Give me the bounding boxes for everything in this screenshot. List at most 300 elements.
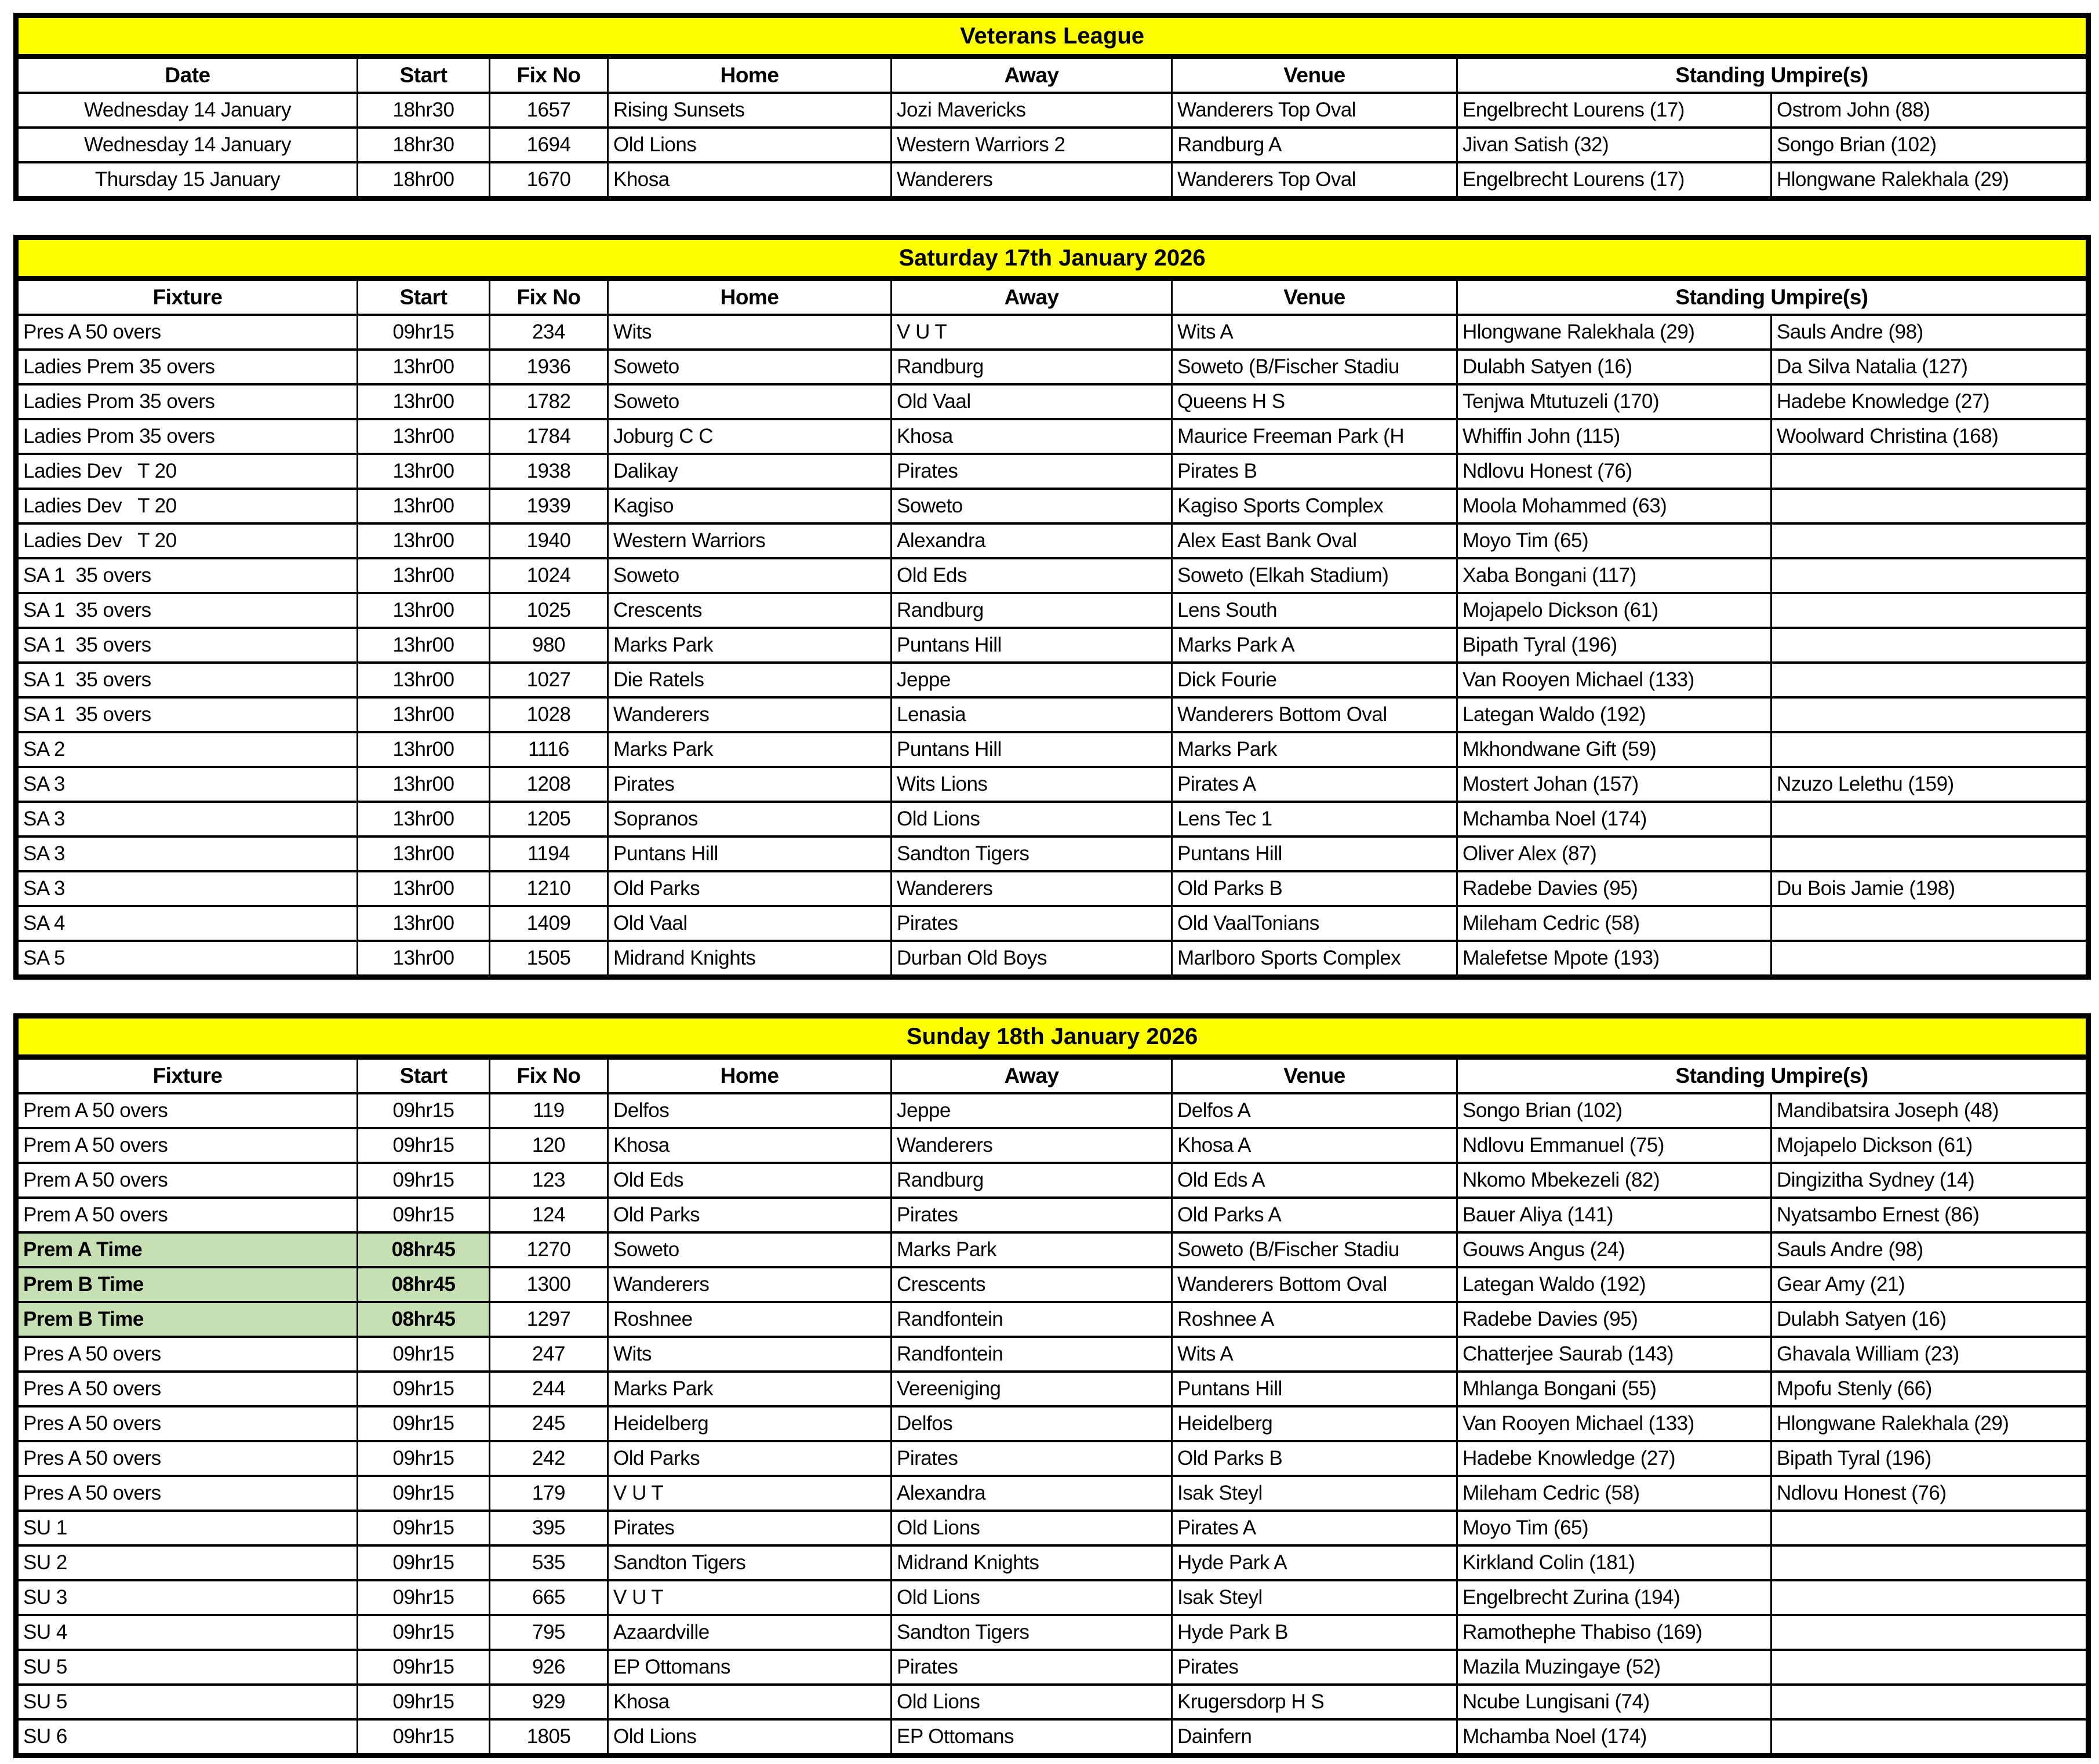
home-cell: Wanderers xyxy=(608,1267,892,1302)
fixture-row xyxy=(16,384,2089,419)
home-cell: Roshnee xyxy=(608,1302,892,1337)
umpire-2-cell xyxy=(1771,697,2089,732)
umpire-1-cell: Radebe Davies (95) xyxy=(1457,871,1771,906)
umpire-2-cell xyxy=(1771,906,2089,941)
home-cell: Soweto xyxy=(608,558,892,593)
start-cell: 18hr30 xyxy=(358,128,490,162)
home-cell: V U T xyxy=(608,1476,892,1511)
start-cell: 09hr15 xyxy=(358,1441,490,1476)
fixture-cell: SU 3 xyxy=(16,1580,358,1615)
fixture-row xyxy=(16,558,2089,593)
fix-no-cell: 1210 xyxy=(490,871,608,906)
fix-no-cell: 247 xyxy=(490,1337,608,1372)
fixture-row xyxy=(16,1406,2089,1441)
umpire-2-cell xyxy=(1771,1615,2089,1650)
start-cell: 09hr15 xyxy=(358,1372,490,1406)
column-header-standing-umpires: Standing Umpire(s) xyxy=(1457,1057,2089,1094)
away-cell: Jeppe xyxy=(892,1093,1172,1128)
home-cell: Sandton Tigers xyxy=(608,1545,892,1580)
column-header-start: Start xyxy=(358,279,490,315)
fix-no-cell: 179 xyxy=(490,1476,608,1511)
fixture-row xyxy=(16,1093,2089,1128)
home-cell: Heidelberg xyxy=(608,1406,892,1441)
fixture-row xyxy=(16,593,2089,628)
fix-no-cell: 795 xyxy=(490,1615,608,1650)
fix-no-cell: 1805 xyxy=(490,1719,608,1756)
fixture-row xyxy=(16,697,2089,732)
fixture-cell: Pres A 50 overs xyxy=(16,1372,358,1406)
venue-cell: Alex East Bank Oval xyxy=(1172,523,1457,558)
venue-cell: Wanderers Bottom Oval xyxy=(1172,1267,1457,1302)
start-cell: 13hr00 xyxy=(358,419,490,454)
umpire-2-cell: Du Bois Jamie (198) xyxy=(1771,871,2089,906)
umpire-1-cell: Van Rooyen Michael (133) xyxy=(1457,1406,1771,1441)
fixture-cell: Ladies Dev T 20 xyxy=(16,454,358,489)
venue-cell: Old Parks A xyxy=(1172,1198,1457,1232)
venue-cell: Pirates xyxy=(1172,1650,1457,1685)
start-cell: 09hr15 xyxy=(358,1093,490,1128)
fixture-cell: SU 2 xyxy=(16,1545,358,1580)
table-title-row xyxy=(16,16,2089,57)
fix-no-cell: 120 xyxy=(490,1128,608,1163)
column-header-home: Home xyxy=(608,279,892,315)
venue-cell: Delfos A xyxy=(1172,1093,1457,1128)
umpire-1-cell: Moyo Tim (65) xyxy=(1457,1511,1771,1545)
fix-no-cell: 1025 xyxy=(490,593,608,628)
start-cell: 13hr00 xyxy=(358,454,490,489)
umpire-2-cell xyxy=(1771,523,2089,558)
venue-cell: Dainfern xyxy=(1172,1719,1457,1756)
fixture-row xyxy=(16,1580,2089,1615)
fixture-cell: Pres A 50 overs xyxy=(16,1406,358,1441)
away-cell: Wanderers xyxy=(892,162,1172,199)
fix-no-cell: 1782 xyxy=(490,384,608,419)
fix-no-cell: 1409 xyxy=(490,906,608,941)
fixture-cell: Ladies Dev T 20 xyxy=(16,523,358,558)
fix-no-cell: 245 xyxy=(490,1406,608,1441)
venue-cell: Hyde Park A xyxy=(1172,1545,1457,1580)
umpire-1-cell: Radebe Davies (95) xyxy=(1457,1302,1771,1337)
fixture-row xyxy=(16,663,2089,697)
fixture-cell: Pres A 50 overs xyxy=(16,1337,358,1372)
umpire-1-cell: Moola Mohammed (63) xyxy=(1457,489,1771,523)
start-cell: 13hr00 xyxy=(358,523,490,558)
start-cell: 13hr00 xyxy=(358,628,490,663)
away-cell: Wanderers xyxy=(892,871,1172,906)
home-cell: Dalikay xyxy=(608,454,892,489)
start-cell: 09hr15 xyxy=(358,1128,490,1163)
umpire-1-cell: Mchamba Noel (174) xyxy=(1457,1719,1771,1756)
home-cell: Old Vaal xyxy=(608,906,892,941)
umpire-2-cell: Dingizitha Sydney (14) xyxy=(1771,1163,2089,1198)
umpire-2-cell: Ndlovu Honest (76) xyxy=(1771,1476,2089,1511)
venue-cell: Marks Park A xyxy=(1172,628,1457,663)
umpire-2-cell: Mpofu Stenly (66) xyxy=(1771,1372,2089,1406)
start-cell: 09hr15 xyxy=(358,1545,490,1580)
column-header-standing-umpires: Standing Umpire(s) xyxy=(1457,57,2089,93)
umpire-2-cell: Ghavala William (23) xyxy=(1771,1337,2089,1372)
home-cell: Midrand Knights xyxy=(608,941,892,977)
start-cell: 09hr15 xyxy=(358,1406,490,1441)
home-cell: EP Ottomans xyxy=(608,1650,892,1685)
fixture-cell: SU 4 xyxy=(16,1615,358,1650)
fixture-row xyxy=(16,128,2089,162)
fixture-row xyxy=(16,1337,2089,1372)
umpire-1-cell: Gouws Angus (24) xyxy=(1457,1232,1771,1267)
venue-cell: Old Eds A xyxy=(1172,1163,1457,1198)
fixture-cell: Prem A 50 overs xyxy=(16,1163,358,1198)
umpire-2-cell xyxy=(1771,941,2089,977)
umpire-1-cell: Dulabh Satyen (16) xyxy=(1457,350,1771,384)
home-cell: Western Warriors xyxy=(608,523,892,558)
home-cell: Soweto xyxy=(608,384,892,419)
fix-no-cell: 1116 xyxy=(490,732,608,767)
fix-no-cell: 535 xyxy=(490,1545,608,1580)
umpire-1-cell: Engelbrecht Lourens (17) xyxy=(1457,93,1771,128)
home-cell: Wanderers xyxy=(608,697,892,732)
venue-cell: Soweto (B/Fischer Stadiu xyxy=(1172,1232,1457,1267)
column-header-fixture: Fixture xyxy=(16,1057,358,1094)
fixture-cell: Pres A 50 overs xyxy=(16,1441,358,1476)
fixture-cell: SA 3 xyxy=(16,871,358,906)
start-cell: 13hr00 xyxy=(358,836,490,871)
away-cell: Midrand Knights xyxy=(892,1545,1172,1580)
venue-cell: Soweto (B/Fischer Stadiu xyxy=(1172,350,1457,384)
start-cell: 13hr00 xyxy=(358,663,490,697)
fixture-cell: SA 1 35 overs xyxy=(16,663,358,697)
fixture-row xyxy=(16,871,2089,906)
home-cell: Khosa xyxy=(608,162,892,199)
fixture-row xyxy=(16,162,2089,199)
away-cell: Randfontein xyxy=(892,1337,1172,1372)
fixture-row xyxy=(16,767,2089,802)
start-cell: 13hr00 xyxy=(358,489,490,523)
away-cell: Western Warriors 2 xyxy=(892,128,1172,162)
umpire-2-cell: Ostrom John (88) xyxy=(1771,93,2089,128)
fix-no-cell: 980 xyxy=(490,628,608,663)
fixture-row xyxy=(16,1476,2089,1511)
umpire-1-cell: Mchamba Noel (174) xyxy=(1457,802,1771,836)
umpire-2-cell xyxy=(1771,1511,2089,1545)
start-cell: 09hr15 xyxy=(358,1580,490,1615)
column-header-fix-no: Fix No xyxy=(490,57,608,93)
fixture-row xyxy=(16,1232,2089,1267)
umpire-1-cell: Lategan Waldo (192) xyxy=(1457,697,1771,732)
venue-cell: Lens South xyxy=(1172,593,1457,628)
start-cell: 09hr15 xyxy=(358,315,490,350)
table-title-row xyxy=(16,1016,2089,1057)
away-cell: Marks Park xyxy=(892,1232,1172,1267)
umpire-2-cell: Nzuzo Lelethu (159) xyxy=(1771,767,2089,802)
home-cell: Soweto xyxy=(608,1232,892,1267)
column-header-row xyxy=(16,1057,2089,1094)
venue-cell: Dick Fourie xyxy=(1172,663,1457,697)
fixture-cell: SA 2 xyxy=(16,732,358,767)
table-body xyxy=(16,93,2089,199)
away-cell: Pirates xyxy=(892,1198,1172,1232)
fixture-row xyxy=(16,1441,2089,1476)
umpire-2-cell xyxy=(1771,1685,2089,1719)
umpire-1-cell: Kirkland Colin (181) xyxy=(1457,1545,1771,1580)
fix-no-cell: 1670 xyxy=(490,162,608,199)
venue-cell: Maurice Freeman Park (H xyxy=(1172,419,1457,454)
fixture-cell: SA 1 35 overs xyxy=(16,593,358,628)
umpire-2-cell: Hlongwane Ralekhala (29) xyxy=(1771,162,2089,199)
fix-no-cell: 1939 xyxy=(490,489,608,523)
fixture-row xyxy=(16,802,2089,836)
umpire-1-cell: Oliver Alex (87) xyxy=(1457,836,1771,871)
column-header-start: Start xyxy=(358,1057,490,1094)
fixture-cell: SA 3 xyxy=(16,836,358,871)
fixture-cell: Pres A 50 overs xyxy=(16,315,358,350)
home-cell: Pirates xyxy=(608,1511,892,1545)
umpire-1-cell: Mostert Johan (157) xyxy=(1457,767,1771,802)
umpire-2-cell: Hlongwane Ralekhala (29) xyxy=(1771,1406,2089,1441)
start-cell: 18hr00 xyxy=(358,162,490,199)
fix-no-cell: 244 xyxy=(490,1372,608,1406)
column-header-standing-umpires: Standing Umpire(s) xyxy=(1457,279,2089,315)
venue-cell: Wits A xyxy=(1172,315,1457,350)
home-cell: Delfos xyxy=(608,1093,892,1128)
umpire-1-cell: Songo Brian (102) xyxy=(1457,1093,1771,1128)
start-cell: 13hr00 xyxy=(358,593,490,628)
venue-cell: Wanderers Top Oval xyxy=(1172,162,1457,199)
fixture-row xyxy=(16,489,2089,523)
fixture-cell: SA 3 xyxy=(16,767,358,802)
fixture-cell: SA 1 35 overs xyxy=(16,558,358,593)
fixture-cell: SA 1 35 overs xyxy=(16,628,358,663)
home-cell: Khosa xyxy=(608,1685,892,1719)
fixture-row xyxy=(16,1719,2089,1756)
fixture-row xyxy=(16,1302,2089,1337)
date-cell: Wednesday 14 January xyxy=(16,128,358,162)
umpire-1-cell: Ndlovu Emmanuel (75) xyxy=(1457,1128,1771,1163)
start-cell: 13hr00 xyxy=(358,871,490,906)
away-cell: EP Ottomans xyxy=(892,1719,1172,1756)
away-cell: Pirates xyxy=(892,906,1172,941)
start-cell: 18hr30 xyxy=(358,93,490,128)
column-header-home: Home xyxy=(608,1057,892,1094)
fixture-cell: SU 5 xyxy=(16,1685,358,1719)
start-cell: 13hr00 xyxy=(358,802,490,836)
away-cell: Soweto xyxy=(892,489,1172,523)
fixture-cell: SA 4 xyxy=(16,906,358,941)
home-cell: Marks Park xyxy=(608,732,892,767)
fixture-cell: Prem A 50 overs xyxy=(16,1198,358,1232)
start-cell: 09hr15 xyxy=(358,1615,490,1650)
start-cell: 09hr15 xyxy=(358,1476,490,1511)
away-cell: Sandton Tigers xyxy=(892,1615,1172,1650)
venue-cell: Marlboro Sports Complex xyxy=(1172,941,1457,977)
venue-cell: Puntans Hill xyxy=(1172,1372,1457,1406)
away-cell: Sandton Tigers xyxy=(892,836,1172,871)
fixture-row xyxy=(16,350,2089,384)
umpire-2-cell: Dulabh Satyen (16) xyxy=(1771,1302,2089,1337)
umpire-2-cell xyxy=(1771,1650,2089,1685)
fixture-cell: SU 6 xyxy=(16,1719,358,1756)
fix-no-cell: 1657 xyxy=(490,93,608,128)
venue-cell: Randburg A xyxy=(1172,128,1457,162)
fix-no-cell: 1028 xyxy=(490,697,608,732)
away-cell: Durban Old Boys xyxy=(892,941,1172,977)
start-cell: 09hr15 xyxy=(358,1198,490,1232)
date-cell: Wednesday 14 January xyxy=(16,93,358,128)
venue-cell: Queens H S xyxy=(1172,384,1457,419)
table-title: Saturday 17th January 2026 xyxy=(16,238,2089,279)
umpire-2-cell xyxy=(1771,593,2089,628)
home-cell: Crescents xyxy=(608,593,892,628)
away-cell: Randfontein xyxy=(892,1302,1172,1337)
fixture-row xyxy=(16,1511,2089,1545)
umpire-1-cell: Hadebe Knowledge (27) xyxy=(1457,1441,1771,1476)
fix-no-cell: 1940 xyxy=(490,523,608,558)
away-cell: Old Eds xyxy=(892,558,1172,593)
fix-no-cell: 1938 xyxy=(490,454,608,489)
umpire-2-cell: Sauls Andre (98) xyxy=(1771,315,2089,350)
umpire-2-cell xyxy=(1771,628,2089,663)
venue-cell: Lens Tec 1 xyxy=(1172,802,1457,836)
umpire-2-cell xyxy=(1771,489,2089,523)
date-cell: Thursday 15 January xyxy=(16,162,358,199)
fixture-cell: Ladies Prom 35 overs xyxy=(16,419,358,454)
away-cell: Pirates xyxy=(892,1650,1172,1685)
fix-no-cell: 1205 xyxy=(490,802,608,836)
home-cell: Puntans Hill xyxy=(608,836,892,871)
umpire-2-cell xyxy=(1771,1580,2089,1615)
column-header-venue: Venue xyxy=(1172,279,1457,315)
fixture-cell: SA 5 xyxy=(16,941,358,977)
venue-cell: Pirates B xyxy=(1172,454,1457,489)
umpire-2-cell: Gear Amy (21) xyxy=(1771,1267,2089,1302)
fixture-row xyxy=(16,1267,2089,1302)
fixture-row xyxy=(16,523,2089,558)
umpire-1-cell: Engelbrecht Zurina (194) xyxy=(1457,1580,1771,1615)
fixture-row xyxy=(16,1372,2089,1406)
venue-cell: Heidelberg xyxy=(1172,1406,1457,1441)
column-header-start: Start xyxy=(358,57,490,93)
venue-cell: Marks Park xyxy=(1172,732,1457,767)
fixture-cell: Pres A 50 overs xyxy=(16,1476,358,1511)
column-header-fixture: Fixture xyxy=(16,279,358,315)
venue-cell: Soweto (Elkah Stadium) xyxy=(1172,558,1457,593)
umpire-2-cell: Mandibatsira Joseph (48) xyxy=(1771,1093,2089,1128)
umpire-1-cell: Mhlanga Bongani (55) xyxy=(1457,1372,1771,1406)
umpire-1-cell: Tenjwa Mtutuzeli (170) xyxy=(1457,384,1771,419)
umpire-2-cell: Sauls Andre (98) xyxy=(1771,1232,2089,1267)
venue-cell: Old Parks B xyxy=(1172,871,1457,906)
column-header-home: Home xyxy=(608,57,892,93)
fixture-row xyxy=(16,1198,2089,1232)
column-header-row xyxy=(16,279,2089,315)
venue-cell: Hyde Park B xyxy=(1172,1615,1457,1650)
start-cell: 08hr45 xyxy=(358,1267,490,1302)
home-cell: Khosa xyxy=(608,1128,892,1163)
venue-cell: Old VaalTonians xyxy=(1172,906,1457,941)
fix-no-cell: 1694 xyxy=(490,128,608,162)
fixture-row xyxy=(16,906,2089,941)
umpire-2-cell xyxy=(1771,836,2089,871)
column-header-away: Away xyxy=(892,57,1172,93)
venue-cell: Khosa A xyxy=(1172,1128,1457,1163)
start-cell: 13hr00 xyxy=(358,906,490,941)
column-header-fix-no: Fix No xyxy=(490,1057,608,1094)
start-cell: 09hr15 xyxy=(358,1685,490,1719)
home-cell: Marks Park xyxy=(608,1372,892,1406)
fixture-row xyxy=(16,419,2089,454)
away-cell: Old Lions xyxy=(892,1580,1172,1615)
venue-cell: Wits A xyxy=(1172,1337,1457,1372)
away-cell: Lenasia xyxy=(892,697,1172,732)
away-cell: V U T xyxy=(892,315,1172,350)
umpire-1-cell: Whiffin John (115) xyxy=(1457,419,1771,454)
umpire-1-cell: Ndlovu Honest (76) xyxy=(1457,454,1771,489)
fixture-cell: Prem A Time xyxy=(16,1232,358,1267)
venue-cell: Isak Steyl xyxy=(1172,1580,1457,1615)
umpire-2-cell: Bipath Tyral (196) xyxy=(1771,1441,2089,1476)
fix-no-cell: 1270 xyxy=(490,1232,608,1267)
away-cell: Khosa xyxy=(892,419,1172,454)
fix-no-cell: 929 xyxy=(490,1685,608,1719)
umpire-1-cell: Ncube Lungisani (74) xyxy=(1457,1685,1771,1719)
home-cell: Old Lions xyxy=(608,1719,892,1756)
away-cell: Jozi Mavericks xyxy=(892,93,1172,128)
umpire-2-cell xyxy=(1771,1545,2089,1580)
fixture-row xyxy=(16,628,2089,663)
fix-no-cell: 119 xyxy=(490,1093,608,1128)
start-cell: 08hr45 xyxy=(358,1302,490,1337)
fix-no-cell: 1194 xyxy=(490,836,608,871)
fixture-row xyxy=(16,1163,2089,1198)
away-cell: Old Vaal xyxy=(892,384,1172,419)
home-cell: Old Parks xyxy=(608,1441,892,1476)
umpire-1-cell: Nkomo Mbekezeli (82) xyxy=(1457,1163,1771,1198)
home-cell: Old Eds xyxy=(608,1163,892,1198)
umpire-1-cell: Ramothephe Thabiso (169) xyxy=(1457,1615,1771,1650)
home-cell: Kagiso xyxy=(608,489,892,523)
fix-no-cell: 1208 xyxy=(490,767,608,802)
away-cell: Alexandra xyxy=(892,523,1172,558)
fixture-cell: SA 1 35 overs xyxy=(16,697,358,732)
away-cell: Old Lions xyxy=(892,1685,1172,1719)
column-header-venue: Venue xyxy=(1172,57,1457,93)
fixture-cell: Ladies Dev T 20 xyxy=(16,489,358,523)
umpire-2-cell xyxy=(1771,732,2089,767)
home-cell: Wits xyxy=(608,1337,892,1372)
home-cell: Pirates xyxy=(608,767,892,802)
home-cell: Die Ratels xyxy=(608,663,892,697)
fix-no-cell: 665 xyxy=(490,1580,608,1615)
home-cell: Joburg C C xyxy=(608,419,892,454)
column-header-row xyxy=(16,57,2089,93)
table-saturday-17th-january-2026 xyxy=(13,235,2091,980)
fix-no-cell: 395 xyxy=(490,1511,608,1545)
home-cell: Marks Park xyxy=(608,628,892,663)
umpire-1-cell: Mazila Muzingaye (52) xyxy=(1457,1650,1771,1685)
fix-no-cell: 1784 xyxy=(490,419,608,454)
fixture-cell: Ladies Prom 35 overs xyxy=(16,384,358,419)
umpire-1-cell: Lategan Waldo (192) xyxy=(1457,1267,1771,1302)
start-cell: 09hr15 xyxy=(358,1650,490,1685)
umpire-1-cell: Mileham Cedric (58) xyxy=(1457,906,1771,941)
fixture-row xyxy=(16,93,2089,128)
umpire-1-cell: Mileham Cedric (58) xyxy=(1457,1476,1771,1511)
fix-no-cell: 124 xyxy=(490,1198,608,1232)
fix-no-cell: 1024 xyxy=(490,558,608,593)
table-sunday-18th-january-2026 xyxy=(13,1013,2091,1758)
venue-cell: Krugersdorp H S xyxy=(1172,1685,1457,1719)
umpire-2-cell: Hadebe Knowledge (27) xyxy=(1771,384,2089,419)
umpire-1-cell: Bipath Tyral (196) xyxy=(1457,628,1771,663)
